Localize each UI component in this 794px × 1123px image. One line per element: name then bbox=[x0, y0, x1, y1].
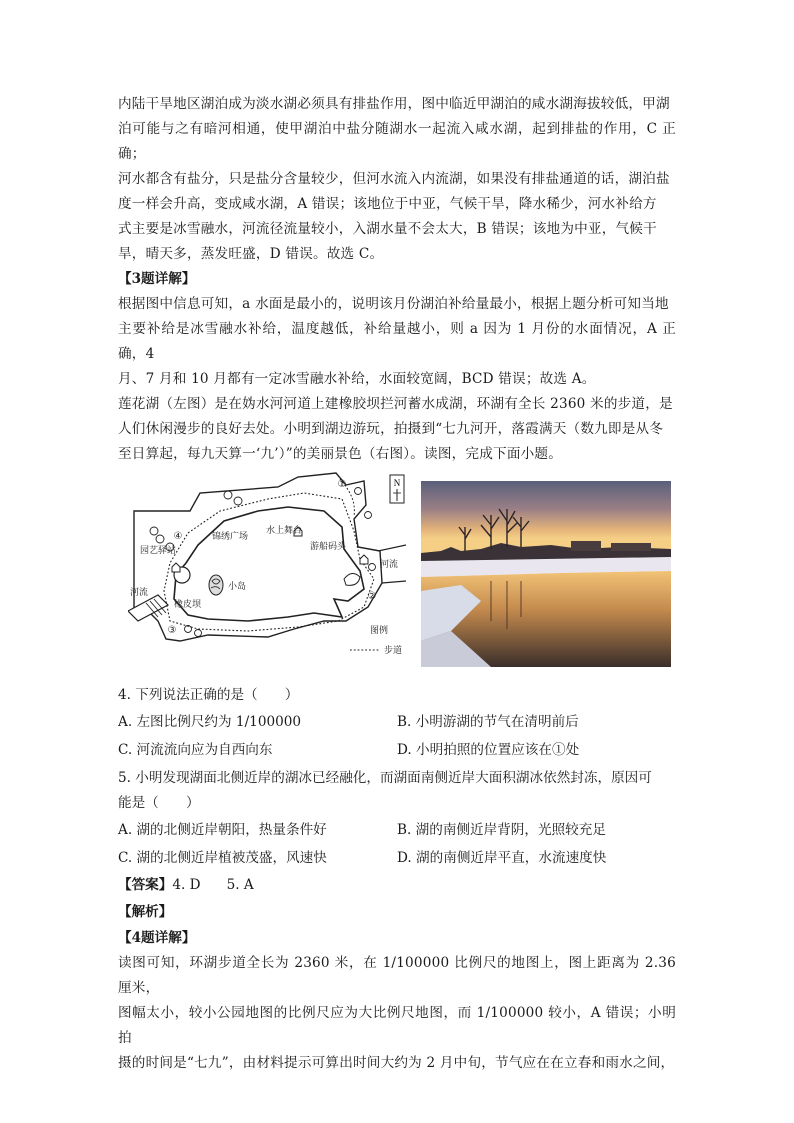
text-line: 人们休闲漫步的良好去处。小明到湖边游玩，拍摄到“七九河开，落霞满天（数九即是从冬 bbox=[118, 421, 664, 437]
marker-1: ① bbox=[337, 479, 347, 490]
answer-line bbox=[118, 872, 676, 899]
label-xiangpiba: 橡皮坝 bbox=[174, 600, 202, 610]
text-line: 式主要是冰雪融水，河流径流量较小，入湖水量不会太大，B 错误；该地为中亚，气候干 bbox=[118, 221, 657, 237]
q4-option-b: B. 小明游湖的节气在清明前后 bbox=[397, 714, 579, 730]
text-line: 旱，晴天多，蒸发旺盛，D 错误。故选 C。 bbox=[118, 246, 384, 262]
q5-option-b: B. 湖的南侧近岸背阴，光照较充足 bbox=[397, 822, 606, 838]
intro-paragraph bbox=[118, 92, 676, 267]
text-line: 河水都含有盐分，只是盐分含量较少，但河水流入内流湖，如果没有排盐通道的话，湖泊盐 bbox=[118, 171, 670, 187]
q5-options-row-2 bbox=[118, 844, 676, 872]
text-line: 莲花湖（左图）是在妫水河河道上建橡胶坝拦河蓄水成湖，环湖有全长 2360 米的步道，是 bbox=[118, 396, 673, 412]
label-jinxiu: 锦绣广场 bbox=[212, 532, 249, 542]
q4-option-c: C. 河流流向应为自西向东 bbox=[118, 742, 273, 758]
north-label: N bbox=[393, 478, 401, 488]
q3-paragraph bbox=[118, 292, 676, 392]
answer-label: 【答案】 bbox=[118, 877, 173, 893]
marker-2: ② bbox=[367, 591, 377, 602]
q5-stem-line-1: 5. 小明发现湖面北侧近岸的湖冰已经融化，而湖面南侧近岸大面积湖冰依然封冻，原因可 bbox=[118, 770, 652, 786]
q5-option-a: A. 湖的北侧近岸朝阳，热量条件好 bbox=[118, 822, 327, 838]
q5-stem bbox=[118, 766, 676, 816]
q5-option-d: D. 湖的南侧近岸平直，水流速度快 bbox=[397, 850, 607, 866]
label-heliu-right: 河流 bbox=[380, 560, 399, 570]
text-line: 度一样会升高，变成咸水湖，A 错误；该地位于中亚，气候干旱，降水稀少，河水补给方 bbox=[118, 196, 657, 212]
answer-4: 4. D bbox=[172, 877, 201, 893]
label-youchuan: 游船码头 bbox=[310, 542, 347, 552]
sunset-photo bbox=[421, 481, 671, 667]
legend-title: 图例 bbox=[370, 626, 389, 636]
q5-option-c: C. 湖的北侧近岸植被茂盛，风速快 bbox=[118, 850, 327, 866]
analysis-label bbox=[118, 899, 676, 926]
lake-shore bbox=[174, 507, 364, 621]
material-paragraph bbox=[118, 392, 676, 467]
label-xiaodao: 小岛 bbox=[228, 582, 247, 592]
text-line: 泊可能与之有暗河相通，使甲湖泊中盐分随湖水一起流入咸水湖，起到排盐的作用，C 正确； bbox=[118, 121, 676, 162]
text-line: 读图可知，环湖步道全长为 2360 米，在 1/100000 比例尺的地图上，图上距离为 2.36 厘米， bbox=[118, 955, 676, 996]
label-heliu-left: 河流 bbox=[130, 588, 149, 598]
text-line: 根据图中信息可知，a 水面是最小的，说明该月份湖泊补给量最小，根据上题分析可知当地 bbox=[118, 296, 669, 312]
text-line: 主要补给是冰雪融水补给，温度越低，补给量越小，则 a 因为 1 月份的水面情况，A 正确，4 bbox=[118, 321, 676, 362]
q4-option-d: D. 小明拍照的位置应该在①处 bbox=[397, 742, 580, 758]
q5-stem-line-2: 能是（ ） bbox=[118, 795, 200, 811]
text-line: 内陆干旱地区湖泊成为淡水湖必须具有排盐作用，图中临近甲湖泊的咸水湖海拔较低，甲湖 bbox=[118, 96, 670, 112]
q3-heading: 【3题详解】 bbox=[118, 271, 196, 287]
q4-stem: 4. 下列说法正确的是（ ） bbox=[118, 687, 299, 703]
marker-4: ④ bbox=[173, 531, 183, 542]
island bbox=[209, 575, 223, 595]
figure-row bbox=[118, 471, 676, 677]
document-page bbox=[118, 92, 676, 1076]
lake-map bbox=[128, 471, 406, 667]
q4-options-row-1 bbox=[118, 708, 676, 736]
text-line: 月、7 月和 10 月都有一定冰雪融水补给，水面较宽阔，BCD 错误；故选 A。 bbox=[118, 371, 596, 387]
label-yuanyi: 园艺驿站 bbox=[140, 546, 177, 556]
legend-item: 步道 bbox=[384, 646, 403, 656]
answer-5: 5. A bbox=[226, 877, 254, 893]
analysis-label-text: 【解析】 bbox=[118, 904, 173, 920]
text-line: 至日算起，每九天算一‘九’）”的美丽景色（右图）。读图，完成下面小题。 bbox=[118, 446, 562, 462]
q4-heading: 【4题详解】 bbox=[118, 930, 196, 946]
q4-paragraph bbox=[118, 951, 676, 1076]
q4-options-row-2 bbox=[118, 736, 676, 764]
label-shuishang: 水上舞台 bbox=[266, 526, 303, 536]
text-line: 图幅太小，较小公园地图的比例尺应为大比例尺地图，而 1/100000 较小，A 错误；小明拍 bbox=[118, 1005, 676, 1046]
sunset-photo-image bbox=[421, 481, 671, 667]
q4-option-a: A. 左图比例尺约为 1/100000 bbox=[118, 714, 302, 730]
q5-options-row-1 bbox=[118, 816, 676, 844]
marker-3: ③ bbox=[167, 625, 177, 636]
text-line: 摄的时间是“七九”，由材料提示可算出时间大约为 2 月中旬，节气应在在立春和雨水之间， bbox=[118, 1055, 675, 1071]
